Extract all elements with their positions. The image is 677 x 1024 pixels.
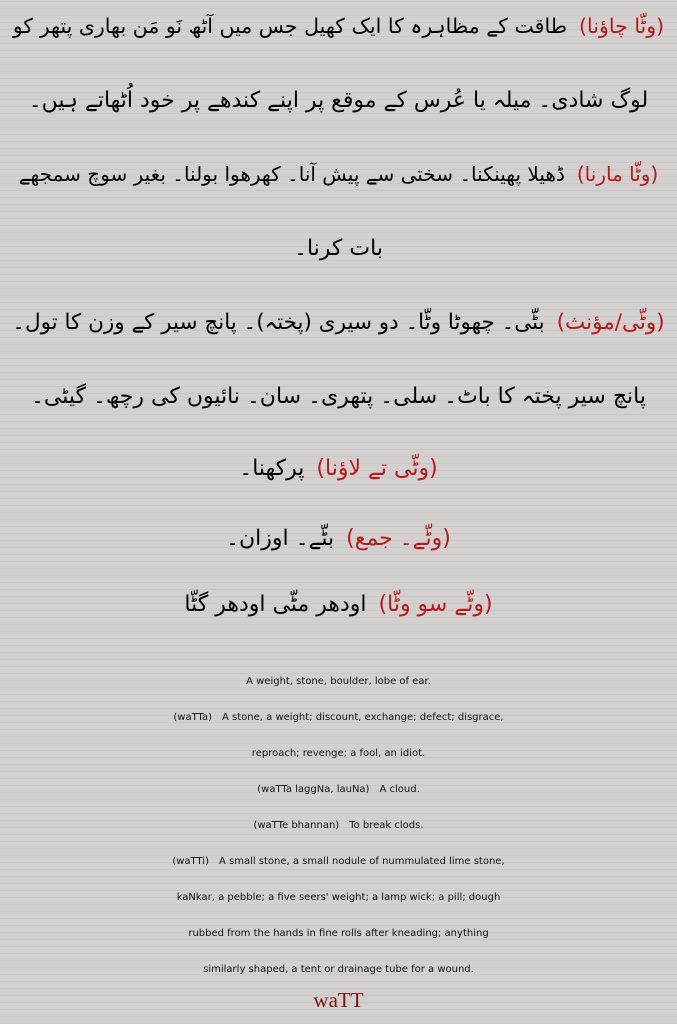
urdu-line-5	[12, 310, 665, 336]
english-definition: similarly shaped, a tent or drainage tube for a wound.	[203, 964, 474, 975]
english-headword: (waTTe bhannan)	[253, 820, 340, 831]
urdu-line-1	[12, 14, 665, 39]
urdu-line-9	[12, 592, 665, 618]
urdu-definition: لوگ شادی۔ میلہ یا عُرس کے موقع پر اپنے کندھے پر خود اُٹھاتے ہیں۔	[28, 88, 649, 113]
urdu-line-8	[12, 526, 665, 552]
urdu-line-4	[12, 236, 665, 262]
urdu-definition: پرکھنا۔	[239, 456, 305, 481]
urdu-definition: اودھر مٹّی اودھر گٹّا	[184, 592, 367, 617]
urdu-headword: (وٹّے سو وٹّا)	[378, 592, 493, 617]
english-definition: A weight, stone, boulder, lobe of ear.	[246, 676, 431, 687]
entry-keyword: waTT	[313, 988, 364, 1012]
english-definition: A stone, a weight; discount, exchange; defect; disgrace,	[222, 712, 504, 723]
english-headword: (waTTa laggNa, lauNa)	[257, 784, 370, 795]
urdu-line-3	[12, 162, 665, 186]
urdu-definition: پانچ سیر پختہ کا باٹ۔ سلی۔ پتھری۔ سان۔ نائیوں کی رچھ۔ گیٹی۔	[31, 384, 646, 409]
english-line	[0, 844, 677, 880]
urdu-definition: طاقت کے مظاہرہ کا ایک کھیل جس میں آٹھ نَو مَن بھاری پتھر کو	[12, 14, 568, 38]
urdu-headword: (وٹّا چاؤنا)	[579, 14, 665, 38]
urdu-definition: بات کرنا۔	[294, 236, 383, 261]
english-line	[0, 664, 677, 700]
english-definitions	[0, 664, 677, 988]
english-line	[0, 736, 677, 772]
urdu-definition: بٹّے۔ اوزان۔	[226, 526, 335, 551]
urdu-headword: (وٹّی/مؤنث)	[556, 310, 665, 335]
english-line	[0, 916, 677, 952]
english-definition: rubbed from the hands in fine rolls after kneading; anything	[188, 928, 489, 939]
english-line	[0, 952, 677, 988]
urdu-headword: (وٹّے۔ جمع)	[346, 526, 451, 551]
urdu-definition: بٹّی۔ چھوٹا وٹّا۔ دو سیری (پختہ)۔ پانچ سیر کے وزن کا تول۔	[12, 310, 545, 335]
english-definition: A small stone, a small nodule of nummulated lime stone,	[218, 856, 505, 867]
english-headword: (waTTa)	[173, 712, 213, 723]
urdu-line-2	[12, 88, 665, 114]
english-line	[0, 880, 677, 916]
urdu-headword: (وٹّی تے لاؤنا)	[316, 456, 438, 481]
urdu-line-7	[12, 456, 665, 482]
english-definition: To break clods.	[349, 820, 424, 831]
english-definition: reproach; revenge; a fool, an idiot.	[251, 748, 426, 759]
english-line	[0, 700, 677, 736]
english-line	[0, 772, 677, 808]
urdu-headword: (وٹّا مارنا)	[576, 162, 659, 186]
urdu-line-6	[12, 384, 665, 410]
english-headword: (waTTi)	[172, 856, 209, 867]
english-definition: kaNkar, a pebble; a five seers' weight; a lamp wick; a pill; dough	[176, 892, 501, 903]
urdu-definition: ڈھیلا پھینکنا۔ سختی سے پیش آنا۔ کھرھوا بولنا۔ بغیر سوچ سمجھے	[18, 162, 565, 186]
english-definition: A cloud.	[379, 784, 420, 795]
english-line	[0, 808, 677, 844]
